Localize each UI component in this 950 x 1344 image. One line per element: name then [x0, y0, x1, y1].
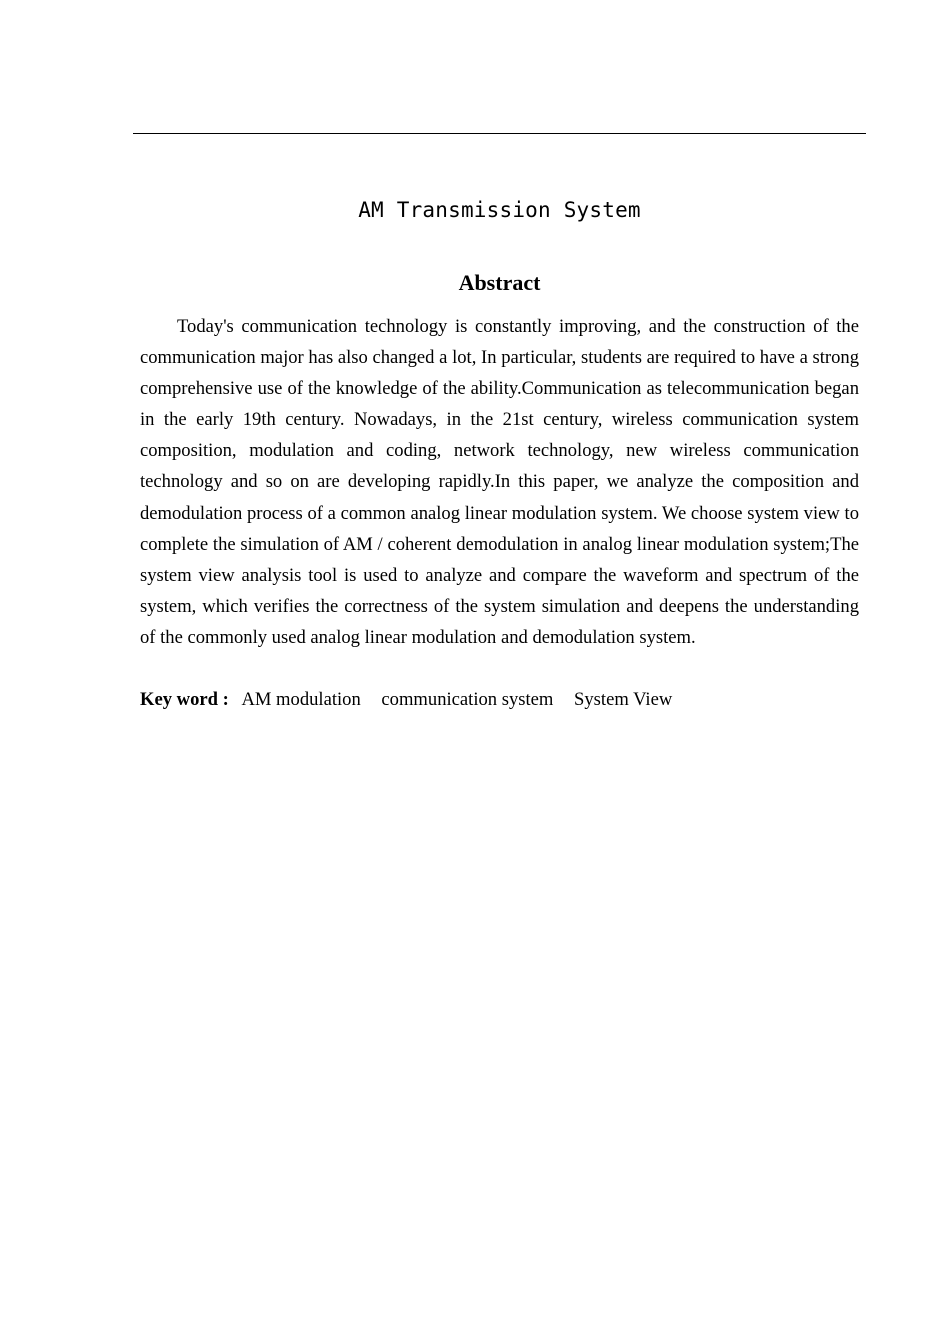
header-rule: [133, 133, 866, 134]
keywords-line: [140, 686, 859, 714]
keywords-label: Key word :: [140, 689, 229, 710]
keyword-item: communication system: [381, 689, 554, 710]
abstract-paragraph: Today's communication technology is constantly improving, and the construction of the communication major has also changed a lot, In particular, students are required to have a strong comprehensive use of the knowledge of the ability.Communication as telecommunication began in the early 19th century. Nowadays, in the 21st century, wireless communication system composition, modulation and coding, network technology, new wireless communication technology and so on are developing rapidly.In this paper, we analyze the composition and demodulation process of a common analog linear modulation system. We choose system view to complete the simulation of AM / coherent demodulation in analog linear modulation system;The system view analysis tool is used to analyze and compare the waveform and spectrum of the system, which verifies the correctness of the system simulation and deepens the understanding of the commonly used analog linear modulation and demodulation system.: [140, 316, 859, 648]
document-title: AM Transmission System: [358, 198, 641, 222]
keyword-item: AM modulation: [241, 689, 361, 710]
keyword-item: System View: [574, 689, 673, 710]
abstract-heading: Abstract: [458, 270, 541, 295]
